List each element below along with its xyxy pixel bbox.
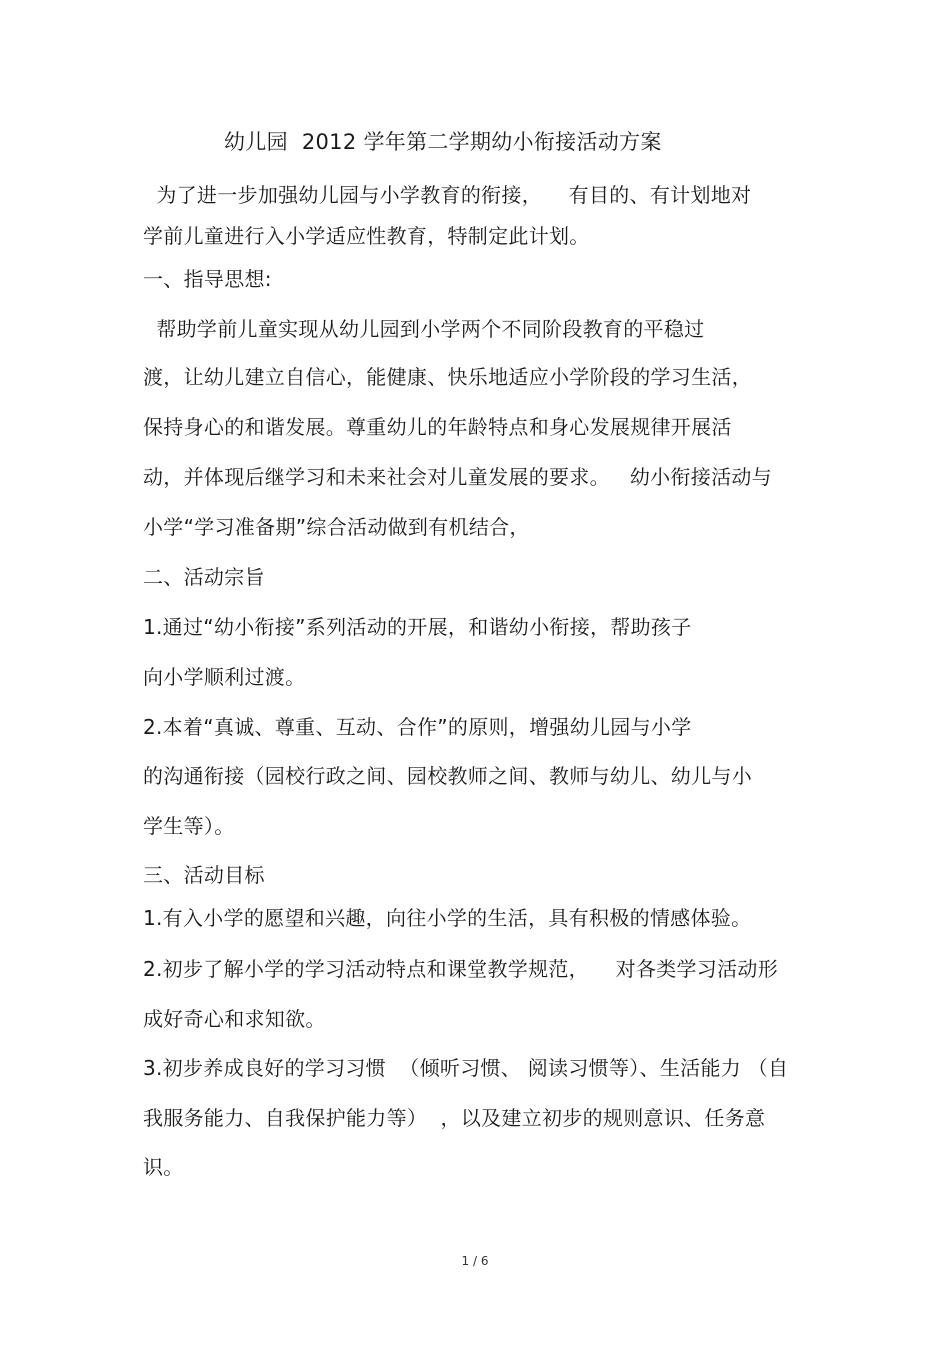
section-heading: 一、指导思想: [143, 267, 272, 291]
list-item-line: 3.初步养成良好的学习习惯 （倾听习惯、 阅读习惯等）、生活能力 （自 [143, 1056, 789, 1080]
list-item-line: 1.通过“幼小衔接”系列活动的开展，和谐幼小衔接，帮助孩子 [143, 615, 692, 639]
paragraph-line: 动，并体现后继学习和未来社会对儿童发展的要求。 幼小衔接活动与 [143, 465, 772, 489]
list-item-line: 向小学顺利过渡。 [143, 665, 306, 689]
paragraph-line: 小学“学习准备期”综合活动做到有机结合， [143, 515, 530, 539]
list-item-line: 我服务能力、自我保护能力等） ，以及建立初步的规则意识、任务意 [143, 1106, 766, 1130]
paragraph-line: 学前儿童进行入小学适应性教育，特制定此计划。 [143, 224, 590, 248]
list-item-line: 识。 [143, 1155, 184, 1179]
paragraph-line: 渡，让幼儿建立自信心，能健康、快乐地适应小学阶段的学习生活， [143, 365, 752, 389]
page-number: 1 / 6 [461, 1254, 489, 1268]
section-heading: 三、活动目标 [143, 863, 265, 887]
list-item-line: 学生等）。 [143, 814, 235, 838]
list-item-line: 成好奇心和求知欲。 [143, 1007, 326, 1031]
paragraph-line: 为了进一步加强幼儿园与小学教育的衔接， 有目的、有计划地对 [143, 183, 752, 207]
paragraph-line: 保持身心的和谐发展。尊重幼儿的年龄特点和身心发展规律开展活 [143, 415, 732, 439]
list-item-line: 的沟通衔接（园校行政之间、园校教师之间、教师与幼儿、幼儿与小 [143, 764, 752, 788]
list-item-line: 2.本着“真诚、尊重、互动、合作”的原则，增强幼儿园与小学 [143, 715, 692, 739]
section-heading: 二、活动宗旨 [143, 565, 265, 589]
list-item-line: 2.初步了解小学的学习活动特点和课堂教学规范， 对各类学习活动形 [143, 957, 779, 981]
list-item-line: 1.有入小学的愿望和兴趣，向往小学的生活，具有积极的情感体验。 [143, 906, 752, 930]
paragraph-line: 帮助学前儿童实现从幼儿园到小学两个不同阶段教育的平稳过 [143, 317, 705, 341]
document-title: 幼儿园 2012 学年第二学期幼小衔接活动方案 [224, 130, 662, 154]
